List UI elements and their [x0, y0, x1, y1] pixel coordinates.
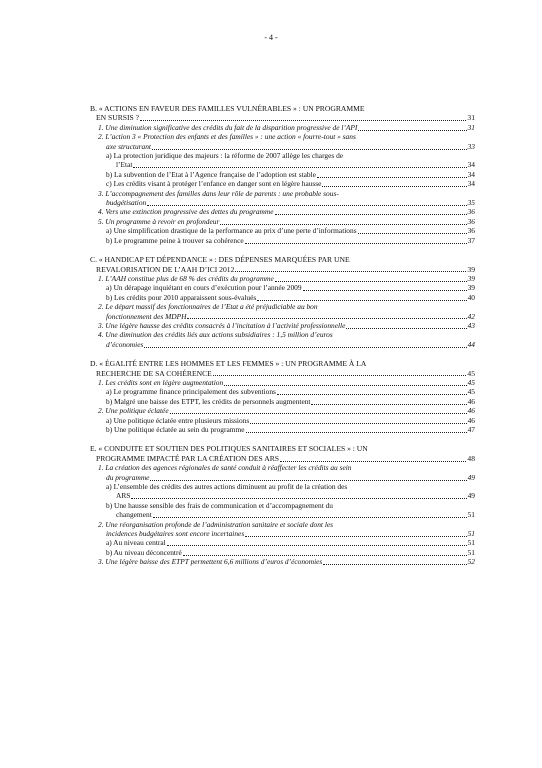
dot-leader — [147, 204, 466, 206]
toc-page-number: 40 — [467, 292, 475, 302]
dot-leader — [323, 563, 466, 565]
toc-entry-text: b) Au niveau déconcentré — [106, 547, 182, 557]
dot-leader — [150, 479, 466, 481]
toc-entry-text: PROGRAMME IMPACTÉ PAR LA CRÉATION DES ARS — [96, 453, 279, 463]
toc-entry-text: d’économies — [106, 339, 144, 349]
toc-entry-text: 1. Les crédits sont en légère augmentation — [98, 377, 224, 387]
toc-page-number: 37 — [467, 235, 475, 245]
toc-page-number: 44 — [467, 339, 475, 349]
toc-entry-text: 1. La création des agences régionales de santé conduit à réaffecter les crédits au sein — [98, 463, 352, 473]
toc-entry-text: 4. Une diminution des crédits liés aux actions subsidiaires : 1,5 million d’euros — [98, 330, 333, 340]
dot-leader — [245, 242, 467, 244]
toc-subheading[interactable] — [90, 520, 475, 539]
toc-subheading[interactable] — [90, 217, 475, 226]
toc-page-number: 49 — [467, 472, 475, 482]
toc-subheading[interactable] — [90, 557, 475, 566]
toc-item[interactable] — [90, 236, 475, 245]
toc-subheading[interactable] — [90, 330, 475, 349]
toc-subheading[interactable] — [90, 132, 475, 151]
toc-heading[interactable] — [90, 359, 475, 378]
toc-entry-text: b) Malgré une baisse des ETPT, les crédits de personnels augmentent — [106, 396, 311, 406]
toc-entry-text: b) La subvention de l’Etat à l’Agence française de l’adoption est stable — [106, 169, 316, 179]
dot-leader — [358, 232, 467, 234]
toc-page-number: 34 — [467, 160, 475, 170]
toc-entry-text: B. « ACTIONS EN FAVEUR DES FAMILLES VULNÉRABLES » : UN PROGRAMME — [90, 104, 365, 113]
toc-entry-text: 1. L’AAH constitue plus de 68 % des crédits du programme — [98, 273, 274, 283]
dot-leader — [277, 393, 467, 395]
dot-leader — [220, 223, 466, 225]
toc-heading[interactable] — [90, 444, 475, 463]
toc-page-number: 49 — [467, 491, 475, 501]
dot-leader — [275, 280, 467, 282]
toc-entry-text: fonctionnement des MDPH — [106, 311, 187, 321]
toc-entry-text: 1. Une diminution significative des crédits du fait de la disparition progressive de l’API — [98, 122, 358, 132]
toc-entry-text: C. « HANDICAP ET DÉPENDANCE » : DES DÉPENSES MARQUÉES PAR UNE — [90, 255, 350, 265]
toc-entry-text: 3. L’accompagnement des familles dans leur rôle de parents : une probable sous- — [98, 188, 339, 198]
toc-entry-text: a) Le programme finance principalement des subventions — [106, 387, 276, 397]
dot-leader — [235, 270, 466, 272]
toc-entry-text: c) Les crédits visant à protéger l’enfance en danger sont en légère hausse — [106, 179, 322, 189]
toc-entry-text: b) Le programme peine à trouver sa cohérence — [106, 235, 244, 245]
dot-leader — [311, 403, 466, 405]
toc-page-number: 36 — [467, 216, 475, 226]
toc-page-number: 47 — [467, 425, 475, 434]
dot-leader — [152, 148, 467, 150]
toc-section — [90, 444, 475, 566]
toc-page-number: 36 — [467, 226, 475, 236]
toc-entry-text: l’Etat — [116, 160, 133, 170]
dot-leader — [153, 516, 467, 518]
toc-entry-text: 5. Un programme à revoir en profondeur — [98, 216, 220, 226]
dot-leader — [322, 185, 466, 187]
toc-subheading[interactable] — [90, 463, 475, 482]
toc-entry-text: axe structurant — [106, 141, 151, 151]
toc-page-number: 34 — [467, 169, 475, 179]
toc-entry-text: D. « ÉGALITÉ ENTRE LES HOMMES ET LES FEMMES » : UN PROGRAMME À LA — [90, 359, 367, 369]
dot-leader — [280, 460, 466, 462]
toc-page-number: 45 — [467, 368, 475, 378]
toc-entry-text: a) La protection juridique des majeurs : la réforme de 2007 allège les charges de — [106, 151, 344, 161]
toc-entry-text: E. « CONDUITE ET SOUTIEN DES POLITIQUES SANITAIRES ET SOCIALES » : UN — [90, 444, 368, 454]
toc-subheading[interactable] — [90, 302, 475, 321]
toc-item[interactable] — [90, 179, 475, 188]
toc-page-number: 39 — [467, 283, 475, 293]
toc-item[interactable] — [90, 501, 475, 520]
toc-heading[interactable] — [90, 104, 475, 123]
dot-leader — [183, 554, 467, 556]
toc-entry-text: 3. Une légère hausse des crédits consacrés à l’incitation à l’activité professionnelle — [98, 320, 346, 330]
toc-entry-text: a) Une politique éclatée entre plusieurs missions — [106, 415, 250, 425]
toc-subheading[interactable] — [90, 189, 475, 208]
toc-item[interactable] — [90, 416, 475, 425]
toc-page-number: 39 — [467, 264, 475, 274]
dot-leader — [346, 327, 466, 329]
dot-leader — [245, 535, 466, 537]
dot-leader — [187, 317, 466, 319]
dot-leader — [213, 374, 467, 376]
dot-leader — [140, 119, 466, 121]
toc-item[interactable] — [90, 425, 475, 434]
toc-entry-text: changement — [116, 510, 152, 520]
toc-subheading[interactable] — [90, 274, 475, 283]
toc-heading[interactable] — [90, 255, 475, 274]
toc-entry-text: du programme — [106, 472, 150, 482]
toc-section — [90, 359, 475, 434]
toc-item[interactable] — [90, 293, 475, 302]
dot-leader — [246, 431, 467, 433]
toc-page-number: 51 — [467, 547, 475, 557]
toc-subheading[interactable] — [90, 406, 475, 415]
toc-item[interactable] — [90, 226, 475, 235]
toc-page-number: 46 — [467, 415, 475, 425]
toc-page-number: 46 — [467, 396, 475, 406]
dot-leader — [133, 166, 466, 168]
toc-entry-text: EN SURSIS ? — [96, 113, 140, 123]
toc-item[interactable] — [90, 482, 475, 501]
toc-subheading[interactable] — [90, 378, 475, 387]
toc-entry-text: a) Un dérapage inquiétant en cours d’exécution pour l’année 2009 — [106, 283, 302, 293]
toc-item[interactable] — [90, 538, 475, 547]
toc-entry-text: b) Une hausse sensible des frais de communication et d’accompagnement du — [106, 500, 333, 510]
toc-entry-text: ARS — [116, 491, 131, 501]
dot-leader — [275, 213, 467, 215]
toc-subheading[interactable] — [90, 207, 475, 216]
table-of-contents — [90, 104, 475, 577]
toc-item[interactable] — [90, 397, 475, 406]
toc-entry-text: a) Une simplification drastique de la performance au prix d’une perte d’informations — [106, 226, 357, 236]
dot-leader — [144, 346, 466, 348]
dot-leader — [224, 384, 466, 386]
toc-entry-text: b) Les crédits pour 2010 apparaissent sous-évalués — [106, 292, 257, 302]
toc-page-number: 31 — [467, 113, 475, 123]
dot-leader — [303, 289, 467, 291]
toc-entry-text: RECHERCHE DE SA COHÉRENCE — [96, 368, 212, 378]
toc-entry-text: incidences budgétaires sont encore incertaines — [106, 529, 245, 539]
toc-item[interactable] — [90, 151, 475, 170]
toc-page-number: 42 — [467, 311, 475, 321]
toc-entry-text: 3. Une légère baisse des ETPT permettent 6,6 millions d’euros d’économies — [98, 557, 323, 567]
toc-entry-text: b) Une politique éclatée au sein du programme — [106, 425, 245, 434]
toc-subheading[interactable] — [90, 321, 475, 330]
toc-page-number: 48 — [467, 453, 475, 463]
dot-leader — [170, 412, 467, 414]
toc-item[interactable] — [90, 283, 475, 292]
toc-page-number: 39 — [467, 273, 475, 283]
toc-page-number: 43 — [467, 320, 475, 330]
dot-leader — [167, 544, 467, 546]
toc-entry-text: 2. Le départ massif des fonctionnaires de l’Etat a été préjudiciable au bon — [98, 302, 318, 312]
toc-item[interactable] — [90, 170, 475, 179]
toc-section — [90, 255, 475, 349]
toc-entry-text: 2. Une réorganisation profonde de l’administration sanitaire et sociale dont les — [98, 519, 334, 529]
dot-leader — [131, 497, 466, 499]
page-number: - 4 - — [264, 33, 278, 42]
toc-entry-text: a) L’ensemble des crédits des autres actions diminuent au profit de la création des — [106, 482, 348, 492]
toc-entry-text: 2. L’action 3 « Protection des enfants et des familles » : une action « fourre-tout » sans — [98, 132, 356, 142]
toc-page-number: 36 — [467, 207, 475, 217]
dot-leader — [257, 299, 466, 301]
toc-item[interactable] — [90, 548, 475, 557]
toc-page-number: 46 — [467, 406, 475, 416]
toc-entry-text: a) Au niveau central — [106, 538, 166, 548]
toc-page-number: 45 — [467, 377, 475, 387]
toc-section — [90, 104, 475, 245]
toc-entry-text: 4. Vers une extinction progressive des dettes du programme — [98, 207, 274, 217]
dot-leader — [358, 129, 466, 131]
toc-entry-text: budgétisation — [106, 198, 147, 208]
dot-leader — [250, 422, 466, 424]
toc-page-number: 51 — [467, 538, 475, 548]
toc-page-number: 52 — [467, 557, 475, 567]
toc-subheading[interactable] — [90, 123, 475, 132]
toc-page-number: 51 — [467, 510, 475, 520]
toc-entry-text: REVALORISATION DE L’AAH D’ICI 2012 — [96, 264, 235, 274]
dot-leader — [317, 176, 467, 178]
toc-page-number: 51 — [467, 529, 475, 539]
toc-item[interactable] — [90, 387, 475, 396]
toc-page-number: 45 — [467, 387, 475, 397]
toc-page-number: 34 — [467, 179, 475, 189]
toc-page-number: 31 — [467, 122, 475, 132]
toc-entry-text: 2. Une politique éclatée — [98, 406, 169, 416]
toc-page-number: 35 — [467, 198, 475, 208]
toc-page-number: 33 — [467, 141, 475, 151]
